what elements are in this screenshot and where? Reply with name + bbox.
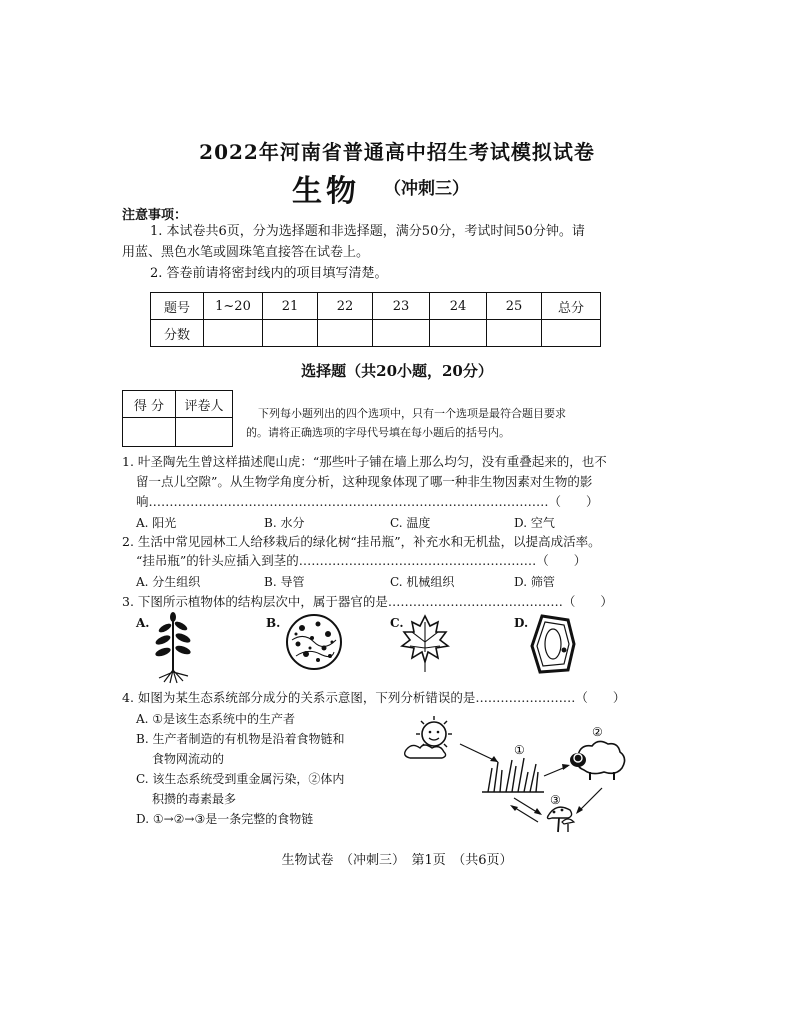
score-input-cell[interactable] <box>542 320 601 347</box>
grass-icon <box>482 758 544 792</box>
score-table-score-row <box>151 320 601 347</box>
score-input-cell[interactable] <box>430 320 487 347</box>
notes-line-3: 2. 答卷前请将密封线内的项目填写清楚。 <box>150 266 388 281</box>
q1-line-2: 留一点儿空隙”。从生物学角度分析，这种现象体现了哪一种非生物因素对生物的影 <box>136 474 593 489</box>
score-row-label: 分数 <box>151 320 204 347</box>
section-instruction-2: 的。请将正确选项的字母代号填在每小题后的括号内。 <box>246 426 510 439</box>
notes-heading: 注意事项： <box>122 208 188 223</box>
score-input-cell[interactable] <box>487 320 542 347</box>
q4-option-a[interactable]: A. ①是该生态系统中的生产者 <box>136 712 296 726</box>
grader-name-cell[interactable] <box>176 418 233 447</box>
q1-option-b[interactable]: B. 水分 <box>264 516 305 530</box>
grader-name-label: 评卷人 <box>176 391 233 418</box>
leaf-figure-c <box>400 612 450 674</box>
q4-option-b-line-1[interactable]: B. 生产者制造的有机物是沿着食物链和 <box>136 732 345 746</box>
section-title: 选择题（共20小题，20分） <box>301 362 493 380</box>
section-instruction-1: 下列每小题列出的四个选项中，只有一个选项是最符合题目要求 <box>258 407 566 420</box>
subject-title: 生物 <box>292 174 360 209</box>
page-footer: 生物试卷 （冲刺三） 第1页 （共6页） <box>281 853 513 868</box>
q3-option-c[interactable]: C. <box>390 616 404 630</box>
grader-table <box>122 390 233 447</box>
score-table-header-row <box>151 293 601 320</box>
cell-figure-d <box>528 612 578 676</box>
sheep-icon <box>570 741 625 780</box>
score-cell: 22 <box>318 293 373 320</box>
q2-line-2: “挂吊瓶”的针头应插入到茎的…………………………………………………（ ） <box>136 553 587 568</box>
label-2: ② <box>592 725 603 739</box>
score-input-cell[interactable] <box>373 320 430 347</box>
subject-subtitle: （冲刺三） <box>384 179 469 199</box>
exam-title: 2022年河南省普通高中招生考试模拟试卷 <box>199 140 595 164</box>
q2-option-b[interactable]: B. 导管 <box>264 575 305 589</box>
q1-option-a[interactable]: A. 阳光 <box>136 516 177 530</box>
q1-line-1: 1. 叶圣陶先生曾这样描述爬山虎：“那些叶子铺在墙上那么均匀，没有重叠起来的，也不 <box>122 454 607 469</box>
q4-option-c-line-1[interactable]: C. 该生态系统受到重金属污染，②体内 <box>136 772 345 786</box>
q4-option-d[interactable]: D. ①→②→③是一条完整的食物链 <box>136 812 314 826</box>
label-3: ③ <box>550 793 561 807</box>
score-cell: 25 <box>487 293 542 320</box>
q1-line-3: 响……………………………………………………………………………………（ ） <box>136 494 599 509</box>
q3-option-d[interactable]: D. <box>514 616 529 630</box>
grader-score-label: 得 分 <box>123 391 176 418</box>
q3-option-a[interactable]: A. <box>136 616 150 630</box>
score-input-cell[interactable] <box>204 320 263 347</box>
q4-line-1: 4. 如图为某生态系统部分成分的关系示意图，下列分析错误的是……………………（ ） <box>122 690 626 705</box>
q2-option-c[interactable]: C. 机械组织 <box>390 575 455 589</box>
score-cell: 题号 <box>151 293 204 320</box>
grader-score-cell[interactable] <box>123 418 176 447</box>
notes-line-1: 1. 本试卷共6页，分为选择题和非选择题，满分50分，考试时间50分钟。请 <box>150 224 585 239</box>
ecosystem-diagram <box>402 714 634 838</box>
q4-option-b-line-2: 食物网流动的 <box>152 752 225 766</box>
score-cell: 21 <box>263 293 318 320</box>
score-input-cell[interactable] <box>263 320 318 347</box>
score-cell: 总分 <box>542 293 601 320</box>
plant-figure-a <box>150 612 196 684</box>
score-input-cell[interactable] <box>318 320 373 347</box>
q4-option-c-line-2: 积攒的毒素最多 <box>152 792 237 806</box>
score-cell: 24 <box>430 293 487 320</box>
notes-line-2: 用蓝、黑色水笔或圆珠笔直接答在试卷上。 <box>122 245 370 260</box>
q3-line-1: 3. 下图所示植物体的结构层次中，属于器官的是……………………………………（ ） <box>122 594 613 609</box>
q2-option-a[interactable]: A. 分生组织 <box>136 575 201 589</box>
sun-icon <box>405 716 452 758</box>
q3-option-b[interactable]: B. <box>266 616 281 630</box>
mushroom-icon <box>548 807 575 832</box>
score-cell: 1~20 <box>204 293 263 320</box>
q2-line-1: 2. 生活中常见园林工人给移栽后的绿化树“挂吊瓶”，补充水和无机盐，以提高成活率。 <box>122 534 601 549</box>
score-table <box>150 292 601 347</box>
tissue-figure-b <box>284 612 344 672</box>
q1-option-c[interactable]: C. 温度 <box>390 516 431 530</box>
score-cell: 23 <box>373 293 430 320</box>
q2-option-d[interactable]: D. 筛管 <box>514 575 555 589</box>
label-1: ① <box>514 743 525 757</box>
q1-option-d[interactable]: D. 空气 <box>514 516 555 530</box>
